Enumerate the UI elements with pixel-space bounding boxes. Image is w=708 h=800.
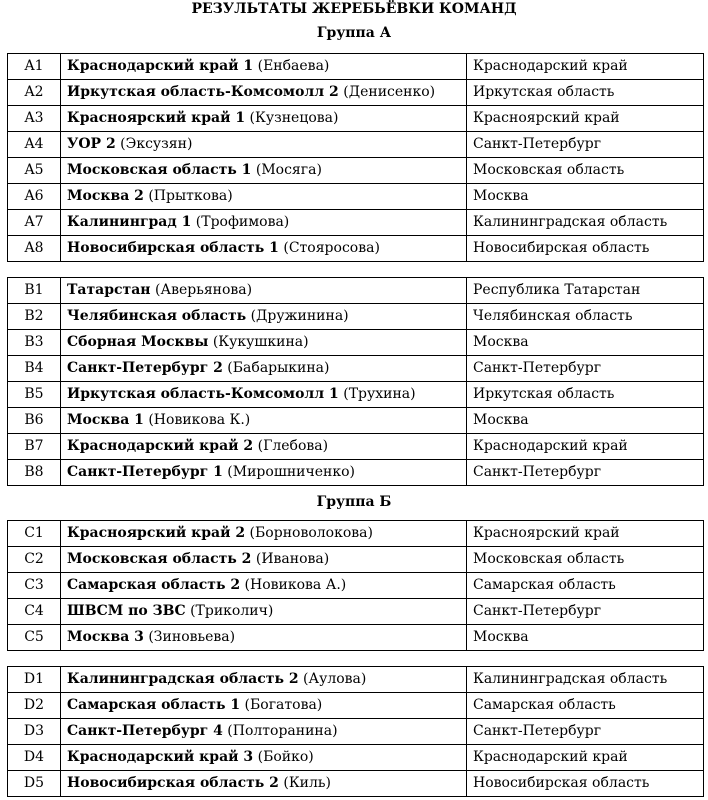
- draw-code-cell: A1: [8, 54, 61, 80]
- region-cell: Калининградская область: [467, 667, 704, 693]
- team-cell: [61, 158, 467, 184]
- team-name: Красноярский край 2: [67, 525, 246, 541]
- draw-table-b: [7, 277, 704, 486]
- coach-name: (Эксузян): [120, 136, 193, 152]
- team-name: Калининградская область 2: [67, 671, 299, 687]
- draw-code-cell: B6: [8, 408, 61, 434]
- table-row: [8, 106, 704, 132]
- region-cell: Самарская область: [467, 693, 704, 719]
- team-cell: [61, 54, 467, 80]
- region-cell: Московская область: [467, 547, 704, 573]
- draw-code-cell: B5: [8, 382, 61, 408]
- team-name: Санкт-Петербург 4: [67, 723, 223, 739]
- coach-name: (Кукушкина): [212, 334, 309, 350]
- region-cell: Московская область: [467, 158, 704, 184]
- draw-code-cell: C1: [8, 521, 61, 547]
- table-row: [8, 460, 704, 486]
- coach-name: (Енбаева): [257, 58, 330, 74]
- coach-name: (Прыткова): [148, 188, 233, 204]
- team-name: Москва 1: [67, 412, 144, 428]
- table-row: [8, 408, 704, 434]
- region-cell: Красноярский край: [467, 106, 704, 132]
- team-cell: [61, 278, 467, 304]
- team-cell: [61, 408, 467, 434]
- coach-name: (Кузнецова): [249, 110, 339, 126]
- team-cell: [61, 719, 467, 745]
- group-a-heading: Группа А: [316, 25, 392, 41]
- draw-table-a: [7, 53, 704, 262]
- table-row: [8, 625, 704, 651]
- coach-name: (Триколич): [190, 603, 274, 619]
- draw-code-cell: C3: [8, 573, 61, 599]
- coach-name: (Аулова): [303, 671, 367, 687]
- coach-name: (Аверьянова): [155, 282, 253, 298]
- team-name: Санкт-Петербург 1: [67, 464, 223, 480]
- coach-name: (Трофимова): [195, 214, 290, 230]
- team-name: Татарстан: [67, 282, 151, 298]
- table-row: [8, 719, 704, 745]
- table-row: [8, 573, 704, 599]
- coach-name: (Бабарыкина): [227, 360, 330, 376]
- draw-code-cell: B1: [8, 278, 61, 304]
- team-cell: [61, 304, 467, 330]
- region-cell: Краснодарский край: [467, 54, 704, 80]
- draw-code-cell: B2: [8, 304, 61, 330]
- team-name: Самарская область 2: [67, 577, 241, 593]
- region-cell: Санкт-Петербург: [467, 719, 704, 745]
- team-cell: [61, 80, 467, 106]
- table-row: [8, 210, 704, 236]
- team-cell: [61, 667, 467, 693]
- draw-code-cell: A4: [8, 132, 61, 158]
- draw-table-d: [7, 666, 704, 797]
- region-cell: Санкт-Петербург: [467, 356, 704, 382]
- region-cell: Иркутская область: [467, 80, 704, 106]
- team-cell: [61, 132, 467, 158]
- team-name: Иркутская область-Комсомолл 1: [67, 386, 339, 402]
- region-cell: Челябинская область: [467, 304, 704, 330]
- table-row: [8, 330, 704, 356]
- table-row: [8, 599, 704, 625]
- team-cell: [61, 693, 467, 719]
- team-cell: [61, 460, 467, 486]
- table-row: [8, 278, 704, 304]
- coach-name: (Денисенко): [343, 84, 436, 100]
- draw-code-cell: B3: [8, 330, 61, 356]
- coach-name: (Бойко): [257, 749, 314, 765]
- draw-code-cell: C4: [8, 599, 61, 625]
- team-cell: [61, 771, 467, 797]
- team-cell: [61, 434, 467, 460]
- coach-name: (Мирошниченко): [227, 464, 356, 480]
- draw-code-cell: A8: [8, 236, 61, 262]
- table-row: [8, 54, 704, 80]
- region-cell: Москва: [467, 625, 704, 651]
- draw-code-cell: D5: [8, 771, 61, 797]
- region-cell: Краснодарский край: [467, 434, 704, 460]
- draw-code-cell: A7: [8, 210, 61, 236]
- team-name: Санкт-Петербург 2: [67, 360, 223, 376]
- table-row: [8, 745, 704, 771]
- team-name: ШВСМ по ЗВС: [67, 603, 186, 619]
- team-cell: [61, 184, 467, 210]
- coach-name: (Трухина): [343, 386, 416, 402]
- team-name: Сборная Москвы: [67, 334, 209, 350]
- team-cell: [61, 625, 467, 651]
- coach-name: (Глебова): [257, 438, 329, 454]
- table-row: [8, 158, 704, 184]
- team-name: УОР 2: [67, 136, 116, 152]
- draw-code-cell: D4: [8, 745, 61, 771]
- team-name: Иркутская область-Комсомолл 2: [67, 84, 339, 100]
- draw-code-cell: A6: [8, 184, 61, 210]
- team-cell: [61, 521, 467, 547]
- region-cell: Санкт-Петербург: [467, 460, 704, 486]
- table-row: [8, 356, 704, 382]
- team-cell: [61, 745, 467, 771]
- region-cell: Краснодарский край: [467, 745, 704, 771]
- coach-name: (Новикова К.): [148, 412, 251, 428]
- coach-name: (Дружинина): [250, 308, 349, 324]
- draw-code-cell: B8: [8, 460, 61, 486]
- team-name: Московская область 1: [67, 162, 252, 178]
- team-name: Калининград 1: [67, 214, 192, 230]
- table-row: [8, 382, 704, 408]
- team-cell: [61, 236, 467, 262]
- team-name: Москва 3: [67, 629, 144, 645]
- table-row: [8, 771, 704, 797]
- region-cell: Калининградская область: [467, 210, 704, 236]
- draw-code-cell: B7: [8, 434, 61, 460]
- coach-name: (Богатова): [244, 697, 323, 713]
- coach-name: (Новикова А.): [244, 577, 347, 593]
- region-cell: Новосибирская область: [467, 236, 704, 262]
- table-row: [8, 80, 704, 106]
- draw-code-cell: A3: [8, 106, 61, 132]
- coach-name: (Стояросова): [283, 240, 380, 256]
- coach-name: (Киль): [283, 775, 331, 791]
- coach-name: (Мосяга): [255, 162, 322, 178]
- region-cell: Москва: [467, 408, 704, 434]
- team-name: Челябинская область: [67, 308, 247, 324]
- table-row: [8, 236, 704, 262]
- region-cell: Красноярский край: [467, 521, 704, 547]
- team-name: Самарская область 1: [67, 697, 241, 713]
- document-title: РЕЗУЛЬТАТЫ ЖЕРЕБЬЁВКИ КОМАНД: [191, 1, 517, 17]
- draw-code-cell: A2: [8, 80, 61, 106]
- draw-code-cell: D3: [8, 719, 61, 745]
- team-cell: [61, 210, 467, 236]
- team-name: Краснодарский край 2: [67, 438, 254, 454]
- coach-name: (Зиновьева): [148, 629, 236, 645]
- region-cell: Республика Татарстан: [467, 278, 704, 304]
- coach-name: (Борноволокова): [249, 525, 373, 541]
- table-row: [8, 521, 704, 547]
- team-name: Красноярский край 1: [67, 110, 246, 126]
- table-row: [8, 667, 704, 693]
- team-cell: [61, 573, 467, 599]
- draw-code-cell: B4: [8, 356, 61, 382]
- coach-name: (Иванова): [255, 551, 330, 567]
- group-b-heading: Группа Б: [316, 494, 392, 510]
- table-row: [8, 434, 704, 460]
- table-row: [8, 184, 704, 210]
- draw-table-c: [7, 520, 704, 651]
- region-cell: Иркутская область: [467, 382, 704, 408]
- draw-code-cell: D2: [8, 693, 61, 719]
- team-name: Московская область 2: [67, 551, 252, 567]
- team-name: Новосибирская область 2: [67, 775, 279, 791]
- draw-code-cell: C5: [8, 625, 61, 651]
- draw-code-cell: C2: [8, 547, 61, 573]
- region-cell: Москва: [467, 184, 704, 210]
- team-name: Новосибирская область 1: [67, 240, 279, 256]
- region-cell: Новосибирская область: [467, 771, 704, 797]
- team-cell: [61, 599, 467, 625]
- region-cell: Самарская область: [467, 573, 704, 599]
- table-row: [8, 132, 704, 158]
- draw-code-cell: D1: [8, 667, 61, 693]
- team-cell: [61, 106, 467, 132]
- team-name: Москва 2: [67, 188, 144, 204]
- coach-name: (Полторанина): [227, 723, 338, 739]
- table-row: [8, 304, 704, 330]
- draw-code-cell: A5: [8, 158, 61, 184]
- team-cell: [61, 330, 467, 356]
- team-name: Краснодарский край 1: [67, 58, 254, 74]
- region-cell: Санкт-Петербург: [467, 132, 704, 158]
- region-cell: Москва: [467, 330, 704, 356]
- region-cell: Санкт-Петербург: [467, 599, 704, 625]
- team-cell: [61, 382, 467, 408]
- table-row: [8, 693, 704, 719]
- team-cell: [61, 547, 467, 573]
- table-row: [8, 547, 704, 573]
- team-cell: [61, 356, 467, 382]
- team-name: Краснодарский край 3: [67, 749, 254, 765]
